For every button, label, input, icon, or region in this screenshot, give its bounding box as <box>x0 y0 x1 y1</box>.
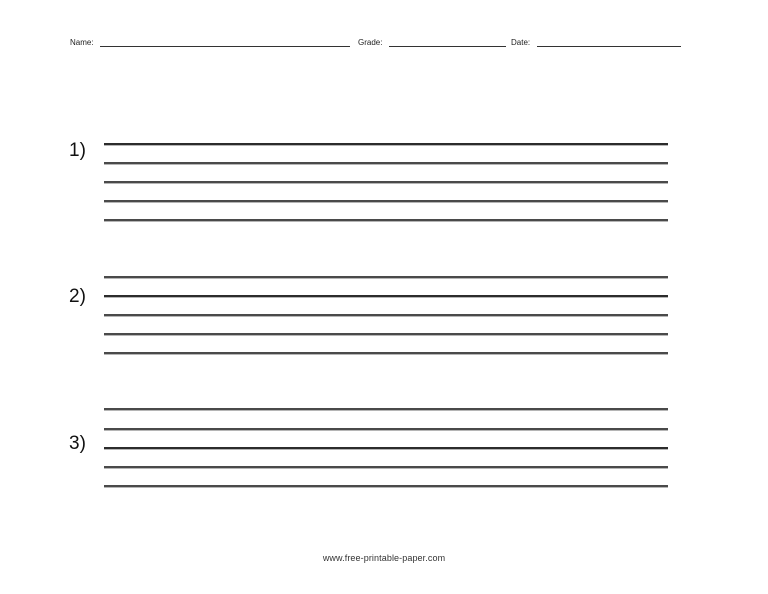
writing-line[interactable] <box>104 428 668 430</box>
writing-line[interactable] <box>104 276 668 278</box>
writing-line[interactable] <box>104 333 668 335</box>
exercise-number: 2) <box>69 286 86 307</box>
writing-line[interactable] <box>104 314 668 316</box>
writing-line[interactable] <box>104 162 668 164</box>
exercise-number: 1) <box>69 140 86 161</box>
grade-field[interactable] <box>358 36 508 50</box>
writing-line[interactable] <box>104 466 668 468</box>
footer-url: www.free-printable-paper.com <box>322 553 446 563</box>
writing-line[interactable] <box>104 408 668 410</box>
date-blank-line <box>537 46 681 47</box>
writing-line[interactable] <box>104 200 668 202</box>
name-field[interactable] <box>70 36 352 50</box>
name-blank-line <box>100 46 350 47</box>
date-field[interactable] <box>511 36 683 50</box>
writing-line[interactable] <box>104 295 668 297</box>
worksheet-header <box>70 36 690 50</box>
writing-line[interactable] <box>104 447 668 449</box>
grade-label: Grade: <box>358 38 383 47</box>
grade-blank-line <box>389 46 506 47</box>
date-label: Date: <box>511 38 531 47</box>
name-label: Name: <box>70 38 94 47</box>
writing-line[interactable] <box>104 485 668 487</box>
exercise-number: 3) <box>69 433 86 454</box>
writing-line[interactable] <box>104 352 668 354</box>
writing-line[interactable] <box>104 219 668 221</box>
writing-line[interactable] <box>104 181 668 183</box>
writing-line[interactable] <box>104 143 668 145</box>
